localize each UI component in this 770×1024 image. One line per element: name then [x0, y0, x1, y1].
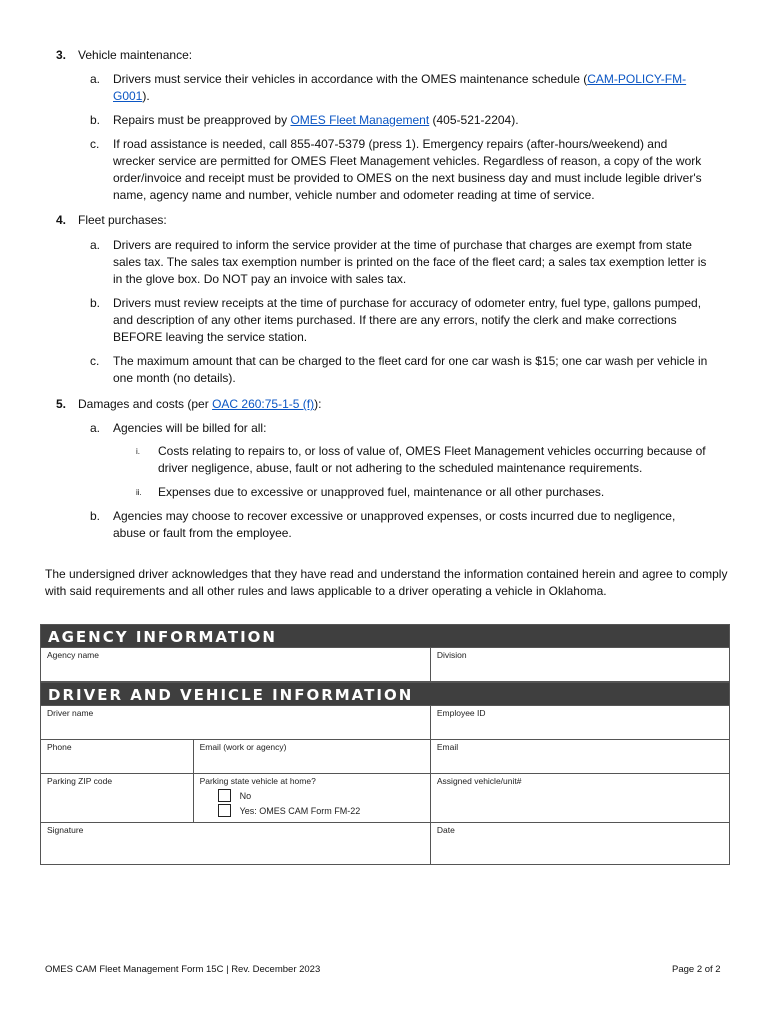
driver-row	[40, 706, 730, 740]
text-fragment: ):	[314, 397, 322, 411]
sub-text: Drivers are required to inform the service provider at the time of purchase that charges are exempt from state sales tax. The sales tax exemption number is printed on the face of the fleet card; a sales tax exemption letter is in the glove box. Do NOT pay an invoice with sales tax.	[113, 238, 707, 286]
sub-label: a.	[90, 421, 101, 435]
sub-text: If road assistance is needed, call 855-407-5379 (press 1). Emergency repairs (after-hours/weekend) and wrecker service are permitted for OMES Fleet Management vehicles. Regardless of reason, a copy of the work order/invoice and receipt must be provided to OMES on the next business day and must include legible driver's name, agency name and number, vehicle number and odometer reading at time of service.	[113, 137, 702, 202]
agency-section-header: AGENCY INFORMATION	[40, 624, 730, 648]
roman-text: Expenses due to excessive or unapproved fuel, maintenance or all other purchases.	[158, 485, 605, 499]
field-label: Division	[436, 650, 467, 660]
field-label: Driver name	[47, 708, 94, 718]
sub-label: b.	[90, 509, 101, 523]
text-fragment: ).	[142, 89, 150, 103]
field-label: Signature	[47, 825, 84, 835]
item-3c	[90, 136, 710, 204]
field-label: Parking state vehicle at home?	[199, 776, 316, 786]
item-number: 4.	[56, 213, 67, 227]
sub-label: a.	[90, 238, 101, 252]
phone-field[interactable]	[41, 740, 193, 773]
agency-row	[40, 648, 730, 682]
field-label: Email (work or agency)	[199, 742, 287, 752]
field-label: Assigned vehicle/unit#	[436, 776, 522, 786]
item-4a	[90, 237, 710, 288]
sub-label: a.	[90, 72, 101, 86]
field-label: Date	[436, 825, 455, 835]
item-title: Vehicle maintenance:	[78, 48, 193, 62]
parking-row	[40, 774, 730, 823]
sub-label: c.	[90, 137, 100, 151]
item-4-heading	[56, 212, 167, 229]
sub-text: Agencies will be billed for all:	[113, 421, 267, 435]
item-5a-ii	[136, 484, 726, 501]
option-yes[interactable]	[200, 804, 424, 817]
item-5-heading	[56, 396, 321, 413]
driver-name-field[interactable]	[41, 706, 430, 739]
sub-text: Drivers must review receipts at the time of purchase for accuracy of odometer entry, fuel type, gallons pumped, and description of any other items purchased. If there are any errors, notify the clerk and make corrections BEFORE leaving the service station.	[113, 296, 702, 344]
employee-id-field[interactable]	[430, 706, 729, 739]
date-field[interactable]	[430, 823, 729, 864]
item-4c	[90, 353, 710, 387]
sub-label: b.	[90, 113, 101, 127]
sub-text	[113, 71, 710, 105]
item-5a	[90, 420, 710, 437]
no-checkbox[interactable]	[218, 789, 231, 802]
fleet-management-link[interactable]: OMES Fleet Management	[290, 113, 430, 127]
parking-home-field	[193, 774, 430, 822]
option-label: No	[239, 790, 252, 801]
parking-zip-field[interactable]	[41, 774, 193, 822]
acknowledgement-text: The undersigned driver acknowledges that they have read and understand the information contained herein and agree to comply with said requirements and all other rules and laws applicable to a driver operating a vehicle in Oklahoma.	[45, 567, 728, 598]
item-3-heading	[56, 47, 192, 64]
item-number: 5.	[56, 397, 67, 411]
sub-text: Agencies may choose to recover excessive or unapproved expenses, or costs incurred due to negligence, abuse or fault from the employee.	[113, 509, 676, 540]
roman-text: Costs relating to repairs to, or loss of value of, OMES Fleet Management vehicles occurring because of driver negligence, abuse, fault or not adhering to the scheduled maintenance requirements.	[158, 444, 706, 475]
policy-link[interactable]: CAM-POLICY-FM-G001	[113, 72, 687, 103]
page-number: Page 2 of 2	[672, 964, 721, 975]
item-number: 3.	[56, 48, 67, 62]
item-title: Fleet purchases:	[78, 213, 167, 227]
yes-checkbox[interactable]	[218, 804, 231, 817]
item-5a-i	[136, 443, 726, 477]
signature-field[interactable]	[41, 823, 430, 864]
form-footer-title: OMES CAM Fleet Management Form 15C | Rev. December 2023	[45, 964, 321, 975]
email-field[interactable]	[430, 740, 729, 773]
driver-section-header: DRIVER AND VEHICLE INFORMATION	[40, 682, 730, 706]
roman-label: ii.	[136, 488, 142, 497]
agency-name-field[interactable]	[41, 648, 430, 681]
field-label: Phone	[47, 742, 72, 752]
field-label: Employee ID	[436, 708, 486, 718]
sub-label: b.	[90, 296, 101, 310]
sub-label: c.	[90, 354, 100, 368]
division-field[interactable]	[430, 648, 729, 681]
option-no[interactable]	[200, 789, 424, 802]
sub-text	[113, 112, 710, 129]
item-4b	[90, 295, 710, 346]
driver-form	[40, 624, 730, 865]
contact-row	[40, 740, 730, 774]
sub-text: The maximum amount that can be charged to the fleet card for one car wash is $15; one car wash per vehicle in one month (no details).	[113, 354, 708, 385]
roman-label: i.	[136, 447, 140, 456]
field-label: Email	[436, 742, 459, 752]
signature-row	[40, 823, 730, 865]
item-3a	[90, 71, 710, 105]
field-label: Agency name	[47, 650, 99, 660]
option-label: Yes: OMES CAM Form FM-22	[239, 805, 361, 816]
work-email-field[interactable]	[193, 740, 430, 773]
item-5b	[90, 508, 710, 542]
field-label: Parking ZIP code	[47, 776, 113, 786]
assigned-vehicle-field[interactable]	[430, 774, 729, 822]
item-3b	[90, 112, 710, 129]
oac-link[interactable]: OAC 260:75-1-5 (f)	[212, 397, 315, 411]
text-fragment: Damages and costs (per	[78, 397, 213, 411]
text-fragment: Repairs must be preapproved by	[113, 113, 291, 127]
text-fragment: (405-521-2204).	[429, 113, 519, 127]
text-fragment: Drivers must service their vehicles in accordance with the OMES maintenance schedule (	[113, 72, 588, 86]
